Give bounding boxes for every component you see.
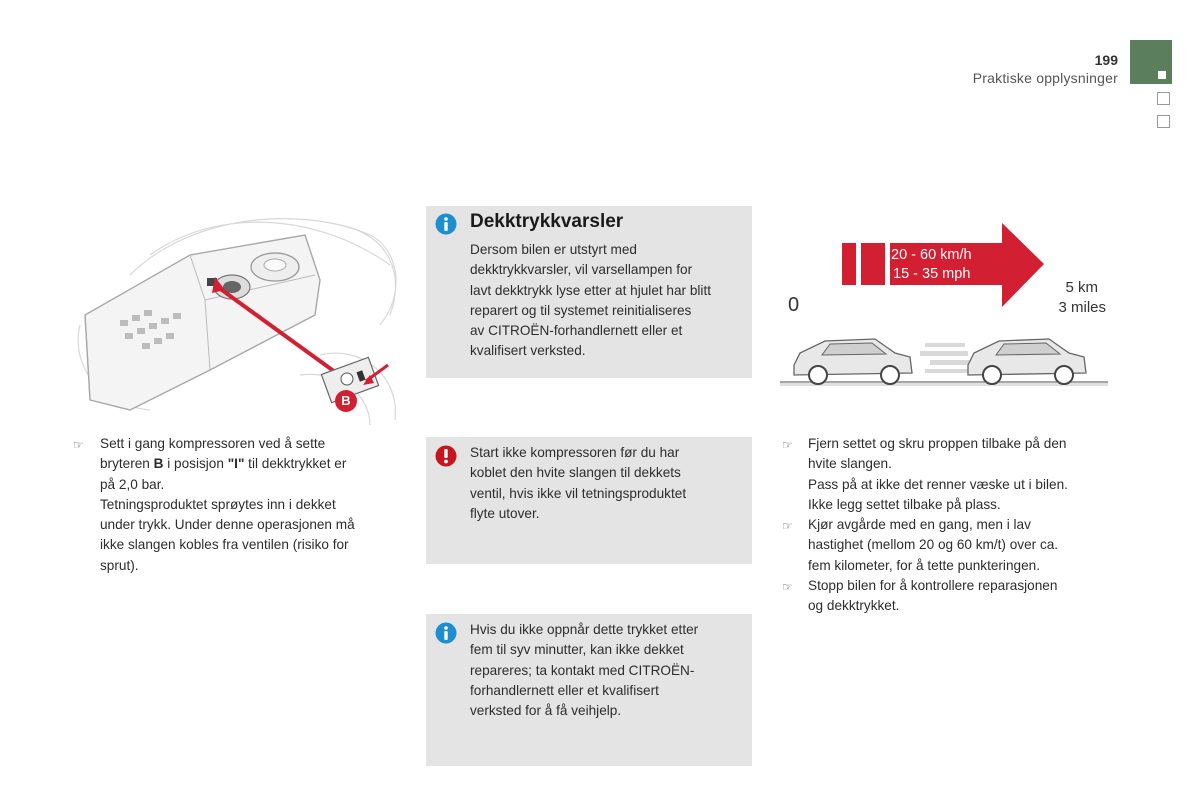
compressor-illustration — [70, 205, 410, 430]
text-line: lavt dekktrykk lyse etter at hjulet har blitt — [470, 282, 712, 298]
bullet-marker: ☞ — [782, 580, 793, 594]
start-label: 0 — [788, 294, 800, 316]
distance-miles-label: 3 miles — [1058, 299, 1106, 316]
bullet-marker: ☞ — [782, 438, 793, 452]
instruction-line: under trykk. Under denne operasjonen må — [100, 517, 355, 533]
text-line: fem til syv minutter, kan ikke dekket — [470, 642, 684, 658]
text-line: kvalifisert verksted. — [470, 343, 586, 359]
instruction-line: sprut). — [100, 557, 139, 573]
text-line: Fjern settet og skru proppen tilbake på den — [808, 436, 1067, 451]
text-line: hvite slangen. — [808, 456, 892, 472]
text-line: og dekktrykket. — [808, 598, 900, 614]
text-line: Stopp bilen for å kontrollere reparasjonen — [808, 578, 1058, 593]
car-right — [968, 339, 1086, 384]
info-icon — [435, 622, 457, 644]
text-line: verksted for å få veihjelp. — [470, 703, 622, 719]
chapter-tab — [1130, 40, 1172, 84]
instruction-line: Sett i gang kompressoren ved å sette — [100, 436, 326, 451]
instruction-line: bryteren B i posisjon "I" til dekktrykket er — [100, 456, 347, 472]
switch-b-bold: B — [153, 456, 164, 472]
text-line: ventil, hvis ikke vil tetningsproduktet — [470, 485, 687, 501]
text-line: Ikke legg settet tilbake på plass. — [808, 496, 1001, 512]
bullet-marker: ☞ — [73, 438, 84, 452]
text-line: av CITROËN-forhandlernett eller et — [470, 323, 683, 339]
chapter-square — [1157, 92, 1170, 105]
speed-mph-label: 15 - 35 mph — [893, 266, 971, 282]
info-box-title: Dekktrykkvarsler — [470, 211, 624, 232]
text-line: koblet den hvite slangen til dekkets — [470, 465, 681, 481]
bullet-marker: ☞ — [782, 519, 793, 533]
text-line: Hvis du ikke oppnår dette trykket etter — [470, 622, 699, 637]
section-title: Praktiske opplysninger — [972, 70, 1118, 86]
instruction-remove-kit — [808, 434, 1108, 515]
arrow-segment — [842, 243, 856, 285]
info-box-text — [470, 240, 750, 362]
warning-icon — [435, 445, 457, 467]
instruction-line: ikke slangen kobles fra ventilen (risiko for — [100, 537, 349, 553]
text-line: repareres; ta kontakt med CITROËN- — [470, 662, 695, 678]
text-line: Dersom bilen er utstyrt med — [470, 242, 637, 257]
page-number: 199 — [1094, 52, 1118, 68]
text-line: fem kilometer, for å tette punkteringen. — [808, 557, 1040, 573]
text-line: flyte utover. — [470, 505, 540, 521]
instruction-line: på 2,0 bar. — [100, 476, 165, 492]
info-box-2-text — [470, 620, 750, 721]
left-instruction — [100, 434, 400, 576]
text-line: Kjør avgårde med en gang, men i lav — [808, 517, 1031, 532]
warning-text — [470, 443, 750, 524]
chapter-square — [1157, 115, 1170, 128]
arrow-segment — [861, 243, 885, 285]
distance-km-label: 5 km — [1065, 279, 1098, 296]
instruction-stop — [808, 576, 1108, 617]
arrow-head — [890, 223, 1044, 307]
info-icon — [435, 213, 457, 235]
text-line: Pass på at ikke det renner væske ut i bilen. — [808, 476, 1068, 492]
text-line: reparert og til systemet reinitialiseres — [470, 302, 692, 318]
instruction-drive — [808, 515, 1108, 576]
car-left — [794, 339, 912, 384]
chapter-marker — [1158, 71, 1166, 79]
label-b: B — [341, 393, 351, 408]
instruction-line: Tetningsproduktet sprøytes inn i dekket — [100, 496, 336, 512]
text-line: forhandlernett eller et kvalifisert — [470, 682, 659, 698]
position-i-bold: "I" — [227, 456, 245, 472]
speed-kmh-label: 20 - 60 km/h — [891, 247, 972, 263]
text-line: dekktrykkvarsler, vil varsellampen for — [470, 262, 693, 278]
text-line: Start ikke kompressoren før du har — [470, 445, 680, 460]
text-line: hastighet (mellom 20 og 60 km/t) over ca. — [808, 537, 1059, 553]
